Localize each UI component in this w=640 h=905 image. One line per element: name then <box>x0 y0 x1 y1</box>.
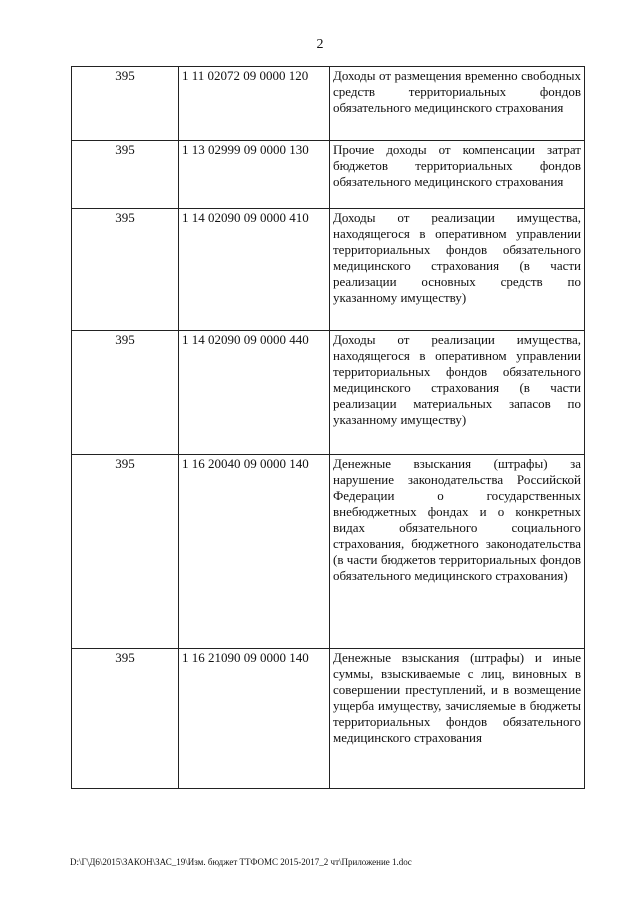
table-row <box>72 141 585 209</box>
description-cell: Денежные взыскания (штрафы) за нарушение законодательства Российской Федерации о государственных внебюджетных фондах и о конкретных видах обязательного социального страхования, бюджетного законодательства (в части бюджетов территориальных фондов обязательного медицинского страхования) <box>330 455 585 649</box>
page-number: 2 <box>316 37 324 52</box>
admin-code-cell: 395 <box>72 649 179 789</box>
table-row <box>72 455 585 649</box>
budget-code-cell: 1 11 02072 09 0000 120 <box>179 67 330 141</box>
table-row <box>72 67 585 141</box>
admin-code-cell: 395 <box>72 209 179 331</box>
budget-code-cell: 1 16 20040 09 0000 140 <box>179 455 330 649</box>
description-cell: Доходы от реализации имущества, находящегося в оперативном управлении территориальных фондов обязательного медицинского страхования (в части реализации материальных запасов по указанному имуществу) <box>330 331 585 455</box>
admin-code-cell: 395 <box>72 67 179 141</box>
table-row <box>72 331 585 455</box>
admin-code-cell: 395 <box>72 331 179 455</box>
budget-codes-table <box>71 66 585 789</box>
description-cell: Доходы от размещения временно свободных средств территориальных фондов обязательного медицинского страхования <box>330 67 585 141</box>
description-cell: Доходы от реализации имущества, находящегося в оперативном управлении территориальных фондов обязательного медицинского страхования (в части реализации основных средств по указанному имуществу) <box>330 209 585 331</box>
table-row <box>72 209 585 331</box>
budget-code-cell: 1 13 02999 09 0000 130 <box>179 141 330 209</box>
admin-code-cell: 395 <box>72 455 179 649</box>
description-cell: Денежные взыскания (штрафы) и иные суммы, взыскиваемые с лиц, виновных в совершении преступлений, и в возмещение ущерба имуществу, зачисляемые в бюджеты территориальных фондов обязательного медицинского страхования <box>330 649 585 789</box>
footer-file-path: D:\Г\Д6\2015\ЗАКОН\ЗАС_19\Изм. бюджет ТТФОМС 2015-2017_2 чт\Приложение 1.doc <box>70 857 412 867</box>
budget-code-cell: 1 16 21090 09 0000 140 <box>179 649 330 789</box>
budget-code-cell: 1 14 02090 09 0000 410 <box>179 209 330 331</box>
description-cell: Прочие доходы от компенсации затрат бюджетов территориальных фондов обязательного медицинского страхования <box>330 141 585 209</box>
admin-code-cell: 395 <box>72 141 179 209</box>
budget-code-cell: 1 14 02090 09 0000 440 <box>179 331 330 455</box>
table-row <box>72 649 585 789</box>
